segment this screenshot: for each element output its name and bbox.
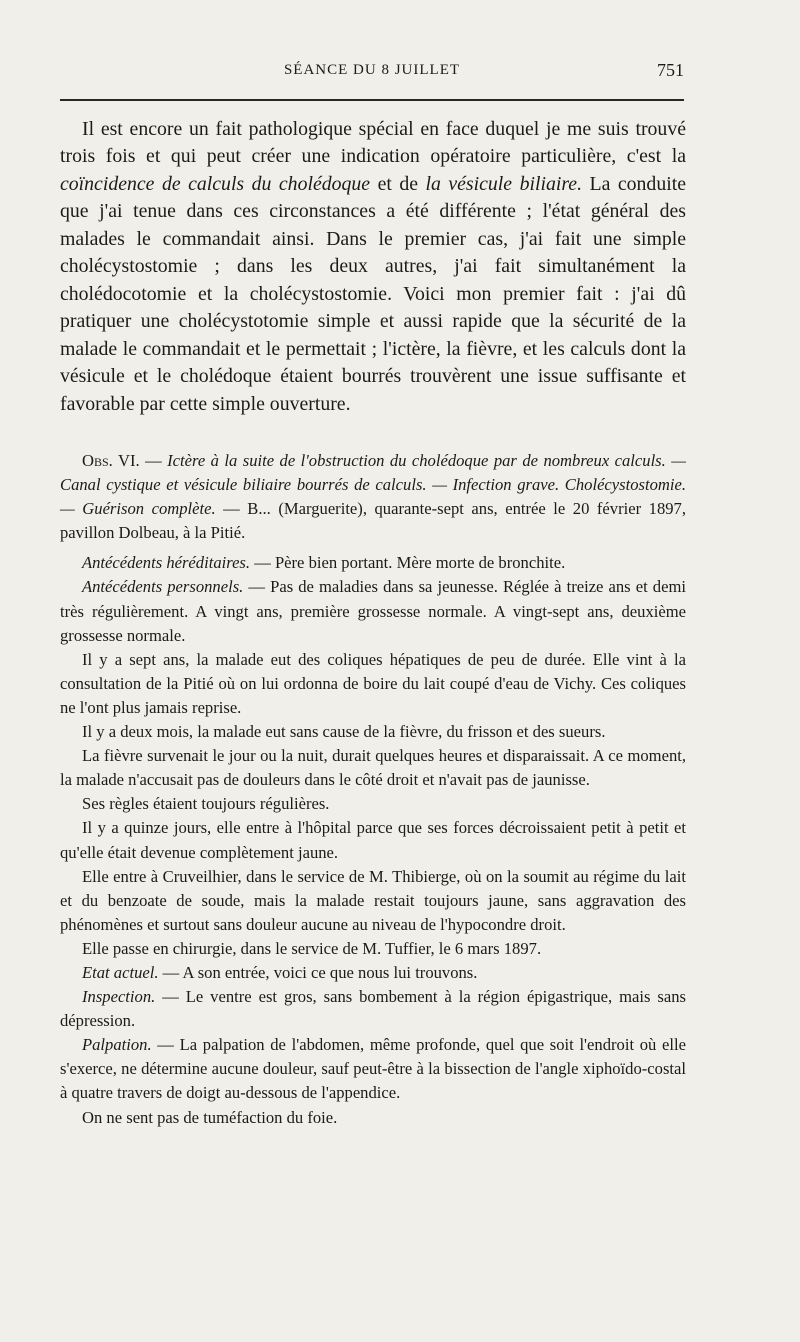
intro-emphasis-2: la vésicule biliaire. (425, 172, 583, 195)
inspection-label: Inspection. (82, 987, 156, 1007)
intro-text-2: et de (370, 172, 426, 195)
current-state-text: — A son entrée, voici ce que nous lui trouvons. (158, 962, 478, 982)
paragraph-fever-course: La fièvre survenait le jour ou la nuit, durait quelques heures et disparaissait. A ce moment, la malade n'accusait pas de douleurs dans le côté droit et n'avait pas de jaunisse. (60, 746, 686, 790)
paragraph-cruveilhier: Elle entre à Cruveilhier, dans le service de M. Thibierge, où on la soumit au régime du lait et du benzoate de soude, mais la malade restait toujours jaune, sans aggravation des phénomènes et surtout sans douleur aucune au niveau de l'hypocondre droit. (60, 866, 686, 934)
observation-heading (60, 449, 686, 545)
page-number: 751 (657, 60, 684, 80)
palpation (60, 1033, 686, 1105)
paragraph-colic: Il y a sept ans, la malade eut des coliques hépatiques de peu de durée. Elle vint à la consultation de la Pitié où on lui ordonna de boire du lait coupé d'eau de Vichy. Ces coliques ne l'ont plus jamais reprise. (60, 649, 686, 717)
intro-text-1: Il est encore un fait pathologique spécial en face duquel je me suis trouvé trois fois et qui peut créer une indication opératoire particulière, c'est la (60, 118, 686, 168)
intro-text-3: La conduite que j'ai tenue dans ces circonstances a été différente ; l'état général des malades le commandait ainsi. Dans le premier cas, j'ai fait une simple cholécystostomie ; dans les deux autres, j'ai fait simultanément la cholédocotomie et la cholécystostomie. Voici mon premier fait : j'ai dû pratiquer une cholécystotomie simple et aussi rapide que la sécurité de la malade le commandait et le permettait ; l'ictère, la fièvre, et les calculs dont la vésicule et le cholédoque étaient bourrés trouvèrent une issue suffisante et favorable par cette simple ouverture. (60, 172, 686, 415)
palpation-text: — La palpation de l'abdomen, même profonde, quel que soit l'endroit où elle s'exerce, ne détermine aucune douleur, sauf peut-être à la bissection de l'angle xiphoïdo-costal à quatre travers de doigt au-dessous de l'appendice. (60, 1035, 686, 1103)
hereditary-text: — Père bien portant. Mère morte de bronchite. (250, 553, 566, 573)
paragraph-admission: Il y a quinze jours, elle entre à l'hôpital parce que ses forces décroissaient petit à petit et qu'elle était devenue complètement jaune. (60, 818, 686, 862)
observation-block (60, 449, 686, 1130)
paragraph-surgery: Elle passe en chirurgie, dans le service de M. Tuffier, le 6 mars 1897. (82, 938, 542, 958)
paragraph-fever: Il y a deux mois, la malade eut sans cause de la fièvre, du frisson et des sueurs. (82, 722, 606, 742)
header-rule (60, 99, 684, 101)
page-header (60, 60, 684, 86)
intro-paragraph (60, 116, 686, 418)
personal-label: Antécédents personnels. (82, 577, 244, 597)
inspection (60, 985, 686, 1033)
personal-history (60, 575, 686, 647)
observation-patient: — B... (Marguerite), quarante-sept ans, entrée le 20 février 1897, pavillon Dolbeau, à la Pitié. (60, 499, 686, 543)
palpation-label: Palpation. (82, 1035, 152, 1055)
hereditary-history (60, 551, 686, 575)
inspection-text: — Le ventre est gros, sans bombement à la région épigastrique, mais sans dépression. (60, 987, 686, 1031)
observation-label: Obs. VI. (82, 451, 140, 470)
current-state-label: Etat actuel. (82, 962, 159, 982)
hereditary-label: Antécédents héréditaires. (82, 553, 251, 573)
observation-title: Ictère à la suite de l'obstruction du cholédoque par de nombreux calculs. — Canal cystique et vésicule biliaire bourrés de calculs. — Infection grave. Cholécystostomie. — Guérison complète. (60, 451, 686, 519)
personal-text: — Pas de maladies dans sa jeunesse. Réglée à treize ans et demi très régulièrement. A vingt ans, première grossesse normale. A vingt-sept ans, deuxième grossesse normale. (60, 577, 686, 645)
current-state (60, 961, 686, 985)
observation-dash: — (139, 451, 168, 470)
running-title: SÉANCE DU 8 JUILLET (283, 62, 461, 78)
paragraph-liver: On ne sent pas de tuméfaction du foie. (82, 1107, 338, 1127)
paragraph-menses: Ses règles étaient toujours régulières. (82, 794, 330, 814)
intro-emphasis-1: coïncidence de calculs du cholédoque (60, 172, 371, 195)
